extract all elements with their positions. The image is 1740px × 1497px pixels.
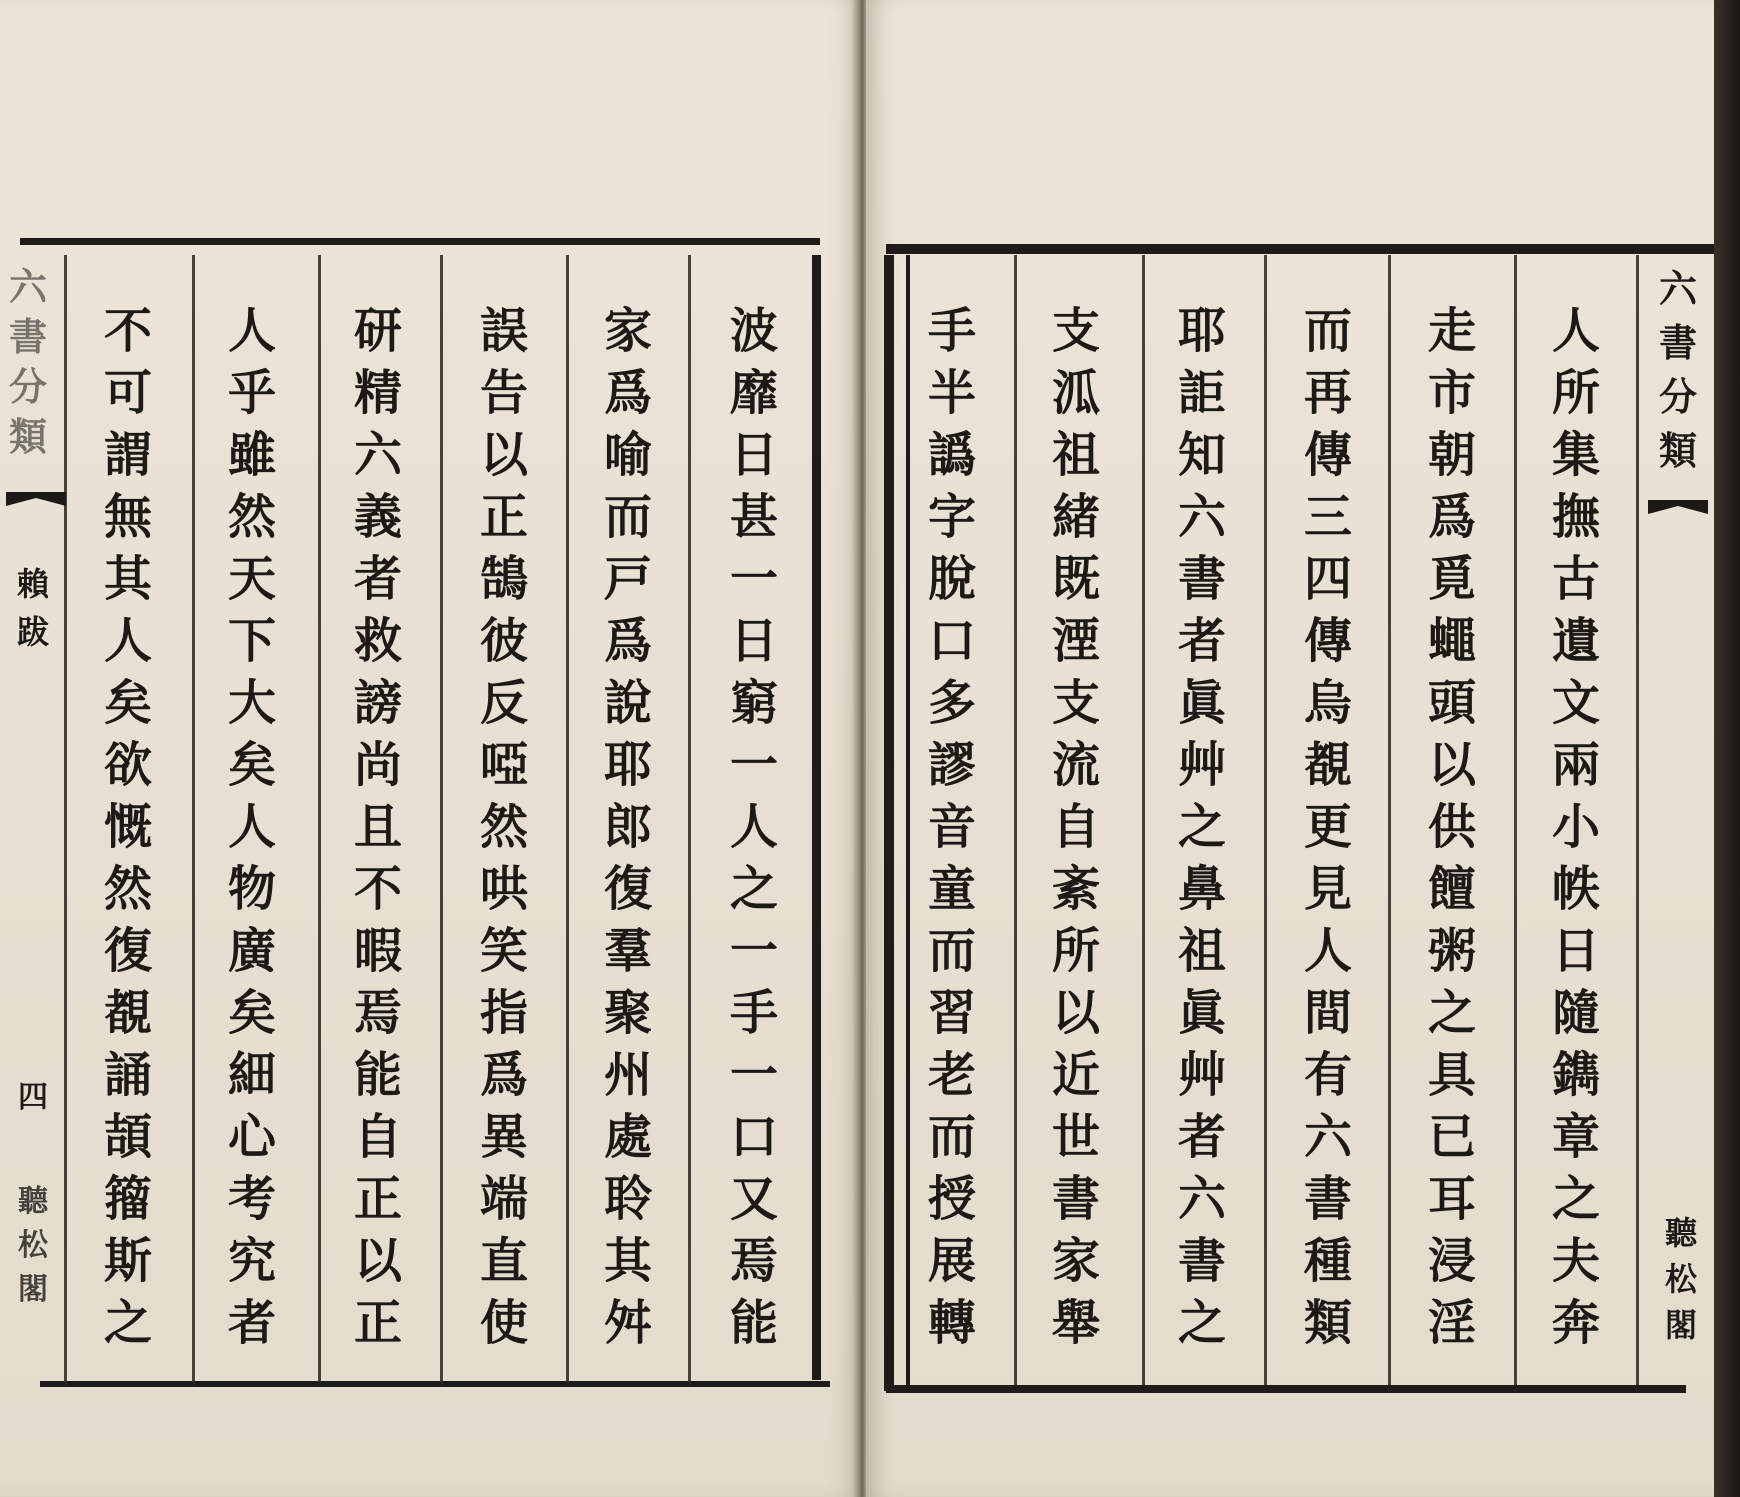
glyph: 市: [1427, 365, 1476, 421]
glyph: 又: [729, 1171, 778, 1227]
glyph: 六: [353, 427, 402, 483]
glyph: 半: [927, 365, 976, 421]
text-column: [922, 300, 982, 1354]
glyph: 說: [603, 675, 652, 731]
glyph: 且: [353, 799, 402, 855]
left-separator: [566, 255, 569, 1385]
glyph: 矣: [103, 675, 152, 731]
glyph: 展: [927, 1233, 976, 1289]
glyph: 一: [729, 1047, 778, 1103]
glyph: 郎: [603, 799, 652, 855]
glyph: 轉: [927, 1295, 976, 1351]
glyph: 六: [8, 264, 47, 309]
glyph: 然: [479, 799, 528, 855]
glyph: 正: [479, 489, 528, 545]
glyph: 之: [1427, 985, 1476, 1041]
glyph: 一: [729, 737, 778, 793]
glyph: 心: [227, 1109, 276, 1165]
glyph: 家: [1051, 1233, 1100, 1289]
glyph: 耶: [603, 737, 652, 793]
text-column: [1546, 300, 1606, 1354]
glyph: 間: [1303, 985, 1352, 1041]
left-frame-top: [20, 238, 820, 245]
glyph: 四: [18, 1080, 48, 1115]
glyph: 自: [1051, 799, 1100, 855]
glyph: 習: [927, 985, 976, 1041]
glyph: 艸: [1177, 737, 1226, 793]
glyph: 不: [353, 861, 402, 917]
glyph: 人: [1551, 303, 1600, 359]
glyph: 聽: [18, 1184, 48, 1219]
text-column: [474, 300, 534, 1354]
glyph: 謗: [353, 675, 402, 731]
text-column: [1422, 300, 1482, 1354]
glyph: 手: [729, 985, 778, 1041]
glyph: 文: [1551, 675, 1600, 731]
text-column: [348, 300, 408, 1354]
glyph: 矣: [227, 985, 276, 1041]
glyph: 夫: [1551, 1233, 1600, 1289]
glyph: 分: [8, 364, 47, 409]
glyph: 之: [729, 861, 778, 917]
glyph: 人: [1303, 923, 1352, 979]
glyph: 能: [353, 1047, 402, 1103]
right-frame-bottom: [886, 1385, 1686, 1393]
glyph: 流: [1051, 737, 1100, 793]
left-margin-title: [2, 262, 54, 462]
glyph: 復: [103, 923, 152, 979]
glyph: 饘: [1427, 861, 1476, 917]
glyph: 老: [927, 1047, 976, 1103]
glyph: 之: [1177, 1295, 1226, 1351]
glyph: 家: [603, 303, 652, 359]
glyph: 閣: [1664, 1306, 1697, 1344]
glyph: 者: [353, 551, 402, 607]
glyph: 既: [1051, 551, 1100, 607]
glyph: 松: [1664, 1260, 1697, 1298]
glyph: 謂: [103, 427, 152, 483]
glyph: 尚: [353, 737, 402, 793]
glyph: 帙: [1551, 861, 1600, 917]
glyph: 矣: [227, 737, 276, 793]
glyph: 跋: [16, 613, 49, 651]
glyph: 緒: [1051, 489, 1100, 545]
glyph: 誤: [479, 303, 528, 359]
glyph: 人: [103, 613, 152, 669]
glyph: 松: [18, 1228, 48, 1263]
left-margin-imprint: [8, 1180, 58, 1312]
glyph: 祖: [1177, 923, 1226, 979]
glyph: 日: [729, 613, 778, 669]
glyph: 甚: [729, 489, 778, 545]
glyph: 具: [1427, 1047, 1476, 1103]
glyph: 授: [927, 1171, 976, 1227]
glyph: 近: [1051, 1047, 1100, 1103]
right-separator: [1264, 255, 1267, 1385]
glyph: 哄: [479, 861, 528, 917]
glyph: 爲: [1427, 489, 1476, 545]
glyph: 其: [103, 551, 152, 607]
glyph: 大: [227, 675, 276, 731]
glyph: 種: [1303, 1233, 1352, 1289]
glyph: 粥: [1427, 923, 1476, 979]
left-separator: [192, 255, 195, 1385]
glyph: 覩: [103, 985, 152, 1041]
glyph: 義: [353, 489, 402, 545]
glyph: 譌: [927, 427, 976, 483]
glyph: 無: [103, 489, 152, 545]
glyph: 者: [1177, 1109, 1226, 1165]
glyph: 四: [1303, 551, 1352, 607]
glyph: 直: [479, 1233, 528, 1289]
glyph: 六: [1177, 1171, 1226, 1227]
glyph: 指: [479, 985, 528, 1041]
glyph: 舛: [603, 1295, 652, 1351]
right-separator: [1142, 255, 1145, 1385]
glyph: 精: [353, 365, 402, 421]
glyph: 以: [353, 1233, 402, 1289]
glyph: 覓: [1427, 551, 1476, 607]
glyph: 童: [927, 861, 976, 917]
glyph: 撫: [1551, 489, 1600, 545]
glyph: 慨: [103, 799, 152, 855]
glyph: 一: [729, 551, 778, 607]
glyph: 人: [729, 799, 778, 855]
glyph: 多: [927, 675, 976, 731]
glyph: 眞: [1177, 985, 1226, 1041]
glyph: 究: [227, 1233, 276, 1289]
right-margin-title: [1650, 262, 1706, 478]
glyph: 脫: [927, 551, 976, 607]
glyph: 聆: [603, 1171, 652, 1227]
glyph: 供: [1427, 799, 1476, 855]
glyph: 鼻: [1177, 861, 1226, 917]
text-column: [1298, 300, 1358, 1354]
glyph: 類: [1658, 428, 1697, 473]
glyph: 暇: [353, 923, 402, 979]
glyph: 艸: [1177, 1047, 1226, 1103]
glyph: 鵠: [479, 551, 528, 607]
glyph: 端: [479, 1171, 528, 1227]
right-frame-top: [886, 244, 1714, 254]
glyph: 研: [353, 303, 402, 359]
glyph: 靡: [729, 365, 778, 421]
glyph: 彼: [479, 613, 528, 669]
left-separator: [318, 255, 321, 1385]
left-margin-section: [8, 560, 58, 656]
glyph: 淫: [1427, 1295, 1476, 1351]
glyph: 手: [927, 303, 976, 359]
glyph: 以: [1427, 737, 1476, 793]
glyph: 之: [103, 1295, 152, 1351]
glyph: 州: [603, 1047, 652, 1103]
glyph: 更: [1303, 799, 1352, 855]
glyph: 書: [8, 314, 47, 359]
glyph: 人: [227, 799, 276, 855]
glyph: 古: [1551, 551, 1600, 607]
glyph: 然: [103, 861, 152, 917]
left-margin-page-number: [8, 1078, 58, 1118]
glyph: 支: [1051, 303, 1100, 359]
glyph: 告: [479, 365, 528, 421]
glyph: 爲: [603, 365, 652, 421]
glyph: 再: [1303, 365, 1352, 421]
glyph: 支: [1051, 675, 1100, 731]
glyph: 下: [227, 613, 276, 669]
text-column: [1172, 300, 1232, 1354]
glyph: 字: [927, 489, 976, 545]
text-column: [598, 300, 658, 1354]
glyph: 誦: [103, 1047, 152, 1103]
glyph: 爲: [603, 613, 652, 669]
right-separator: [1514, 255, 1517, 1385]
glyph: 而: [603, 489, 652, 545]
glyph: 六: [1303, 1109, 1352, 1165]
glyph: 處: [603, 1109, 652, 1165]
glyph: 有: [1303, 1047, 1352, 1103]
right-separator: [1636, 255, 1639, 1385]
glyph: 正: [353, 1171, 402, 1227]
fishtail-mark: [1648, 500, 1708, 540]
glyph: 而: [1303, 303, 1352, 359]
glyph: 啞: [479, 737, 528, 793]
left-separator: [688, 255, 691, 1385]
glyph: 書: [1177, 551, 1226, 607]
glyph: 窮: [729, 675, 778, 731]
glyph: 所: [1551, 365, 1600, 421]
glyph: 羣: [603, 923, 652, 979]
glyph: 以: [1051, 985, 1100, 1041]
text-column: [724, 300, 784, 1354]
glyph: 類: [8, 414, 47, 459]
glyph: 耶: [1177, 303, 1226, 359]
left-frame-bottom: [40, 1381, 830, 1387]
glyph: 詎: [1177, 365, 1226, 421]
glyph: 小: [1551, 799, 1600, 855]
left-page: [0, 0, 860, 1497]
glyph: 乎: [227, 365, 276, 421]
glyph: 眞: [1177, 675, 1226, 731]
left-separator: [64, 255, 67, 1385]
glyph: 能: [729, 1295, 778, 1351]
glyph: 口: [729, 1109, 778, 1165]
glyph: 波: [729, 303, 778, 359]
glyph: 廣: [227, 923, 276, 979]
glyph: 之: [1551, 1171, 1600, 1227]
glyph: 笑: [479, 923, 528, 979]
glyph: 走: [1427, 303, 1476, 359]
glyph: 細: [227, 1047, 276, 1103]
glyph: 反: [479, 675, 528, 731]
glyph: 頭: [1427, 675, 1476, 731]
glyph: 者: [1177, 613, 1226, 669]
glyph: 湮: [1051, 613, 1100, 669]
glyph: 紊: [1051, 861, 1100, 917]
glyph: 傳: [1303, 613, 1352, 669]
glyph: 人: [227, 303, 276, 359]
book-edge: [1714, 0, 1740, 1497]
right-page: [866, 0, 1714, 1497]
glyph: 口: [927, 613, 976, 669]
right-frame-inner-left: [906, 255, 910, 1385]
glyph: 章: [1551, 1109, 1600, 1165]
glyph: 書: [1303, 1171, 1352, 1227]
glyph: 喻: [603, 427, 652, 483]
glyph: 使: [479, 1295, 528, 1351]
right-separator: [1014, 255, 1017, 1385]
glyph: 雖: [227, 427, 276, 483]
glyph: 烏: [1303, 675, 1352, 731]
glyph: 兩: [1551, 737, 1600, 793]
glyph: 然: [227, 489, 276, 545]
glyph: 集: [1551, 427, 1600, 483]
glyph: 而: [927, 1109, 976, 1165]
glyph: 以: [479, 427, 528, 483]
glyph: 已: [1427, 1109, 1476, 1165]
glyph: 斯: [103, 1233, 152, 1289]
glyph: 蠅: [1427, 613, 1476, 669]
text-column: [222, 300, 282, 1354]
glyph: 聚: [603, 985, 652, 1041]
glyph: 之: [1177, 799, 1226, 855]
right-frame-left: [884, 255, 894, 1391]
glyph: 知: [1177, 427, 1226, 483]
glyph: 三: [1303, 489, 1352, 545]
glyph: 日: [1551, 923, 1600, 979]
glyph: 書: [1051, 1171, 1100, 1227]
glyph: 者: [227, 1295, 276, 1351]
glyph: 六: [1177, 489, 1226, 545]
glyph: 欲: [103, 737, 152, 793]
left-frame-inner-right: [812, 255, 821, 1380]
glyph: 分: [1658, 374, 1697, 419]
glyph: 異: [479, 1109, 528, 1165]
left-separator: [440, 255, 443, 1385]
glyph: 天: [227, 551, 276, 607]
glyph: 頡: [103, 1109, 152, 1165]
glyph: 爲: [479, 1047, 528, 1103]
glyph: 焉: [353, 985, 402, 1041]
glyph: 正: [353, 1295, 402, 1351]
glyph: 隨: [1551, 985, 1600, 1041]
glyph: 傳: [1303, 427, 1352, 483]
glyph: 而: [927, 923, 976, 979]
glyph: 日: [729, 427, 778, 483]
glyph: 謬: [927, 737, 976, 793]
glyph: 見: [1303, 861, 1352, 917]
glyph: 其: [603, 1233, 652, 1289]
glyph: 籀: [103, 1171, 152, 1227]
glyph: 救: [353, 613, 402, 669]
glyph: 可: [103, 365, 152, 421]
glyph: 考: [227, 1171, 276, 1227]
glyph: 物: [227, 861, 276, 917]
glyph: 朝: [1427, 427, 1476, 483]
glyph: 鐫: [1551, 1047, 1600, 1103]
glyph: 聽: [1664, 1214, 1697, 1252]
glyph: 類: [1303, 1295, 1352, 1351]
glyph: 書: [1658, 320, 1697, 365]
glyph: 覩: [1303, 737, 1352, 793]
glyph: 遺: [1551, 613, 1600, 669]
glyph: 賴: [16, 565, 49, 603]
glyph: 奔: [1551, 1295, 1600, 1351]
right-separator: [1388, 255, 1391, 1385]
glyph: 音: [927, 799, 976, 855]
right-margin-imprint: [1656, 1210, 1706, 1348]
text-column: [98, 300, 158, 1354]
glyph: 六: [1658, 266, 1697, 311]
glyph: 耳: [1427, 1171, 1476, 1227]
glyph: 書: [1177, 1233, 1226, 1289]
glyph: 戸: [603, 551, 652, 607]
glyph: 不: [103, 303, 152, 359]
glyph: 焉: [729, 1233, 778, 1289]
glyph: 自: [353, 1109, 402, 1165]
glyph: 所: [1051, 923, 1100, 979]
glyph: 復: [603, 861, 652, 917]
glyph: 浸: [1427, 1233, 1476, 1289]
glyph: 世: [1051, 1109, 1100, 1165]
glyph: 閣: [18, 1272, 48, 1307]
glyph: 一: [729, 923, 778, 979]
glyph: 祖: [1051, 427, 1100, 483]
glyph: 舉: [1051, 1295, 1100, 1351]
fishtail-mark: [6, 492, 66, 532]
text-column: [1046, 300, 1106, 1354]
glyph: 泒: [1051, 365, 1100, 421]
